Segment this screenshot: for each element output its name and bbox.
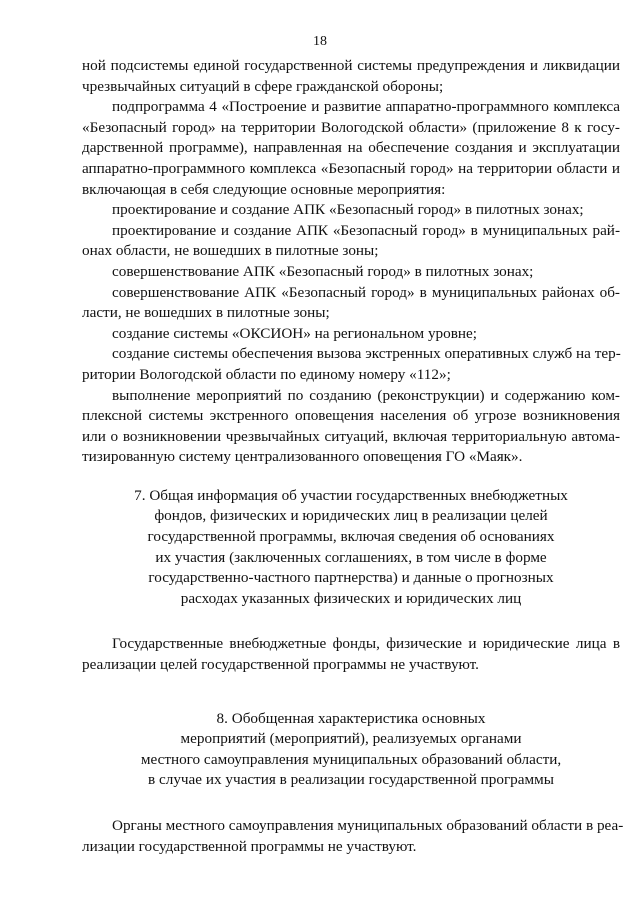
heading-line: фондов, физических и юридических лиц в реализации целей [154,507,548,525]
heading-line: местного самоуправления муниципальных образований области, [140,750,562,768]
section-8-heading [82,709,620,791]
text-line: создание системы обеспечения вызова экстренных оперативных служб на тер- [112,345,621,363]
text-line: Органы местного самоуправления муниципальных образований области в реа- [112,817,624,834]
text-line: плексной системы экстренного оповещения населения об угрозе возникновения [82,407,620,425]
heading-line: государственной программы, включая сведения об основаниях [147,528,555,546]
text-line: ной подсистемы единой государственной системы предупреждения и ликвидации [82,57,620,74]
text-line: или о возникновении чрезвычайных ситуаций, включая территориальную автома- [82,427,620,445]
text-line: лизации государственной программы не участвуют. [82,837,417,855]
text-line: включающая в себя следующие основные мероприятия: [82,180,446,198]
section-7-body [82,634,620,675]
text-line: выполнение мероприятий по созданию (реконструкции) и содержанию ком- [112,386,620,404]
text-line: проектирование и создание АПК «Безопасный город» в муниципальных рай- [112,221,620,239]
heading-line: мероприятий (мероприятий), реализуемых органами [180,730,522,748]
heading-line: расходах указанных физических и юридических лиц [180,589,522,607]
text-line: чрезвычайных ситуаций в сфере гражданской обороны; [82,77,444,95]
section-6-tail [82,56,620,468]
text-line: совершенствование АПК «Безопасный город» в муниципальных районах об- [112,283,620,301]
heading-line: в случае их участия в реализации государственной программы [148,771,554,789]
text-line: реализации целей государственной программы не участвуют. [82,656,479,674]
page-number: 18 [313,34,327,49]
text-line: «Безопасный город» на территории Вологодской области» (приложение 8 к госу- [82,118,620,136]
section-8-body [82,816,624,857]
text-line: тизированную систему централизованного оповещения ГО «Маяк». [82,448,523,466]
text-line: дарственной программе), направленная на обеспечение создания и эксплуатации [82,139,620,157]
text-line: подпрограмма 4 «Построение и развитие аппаратно-программного комплекса [112,98,620,116]
text-line: проектирование и создание АПК «Безопасный город» в пилотных зонах; [112,201,584,219]
section-7-heading [82,486,620,610]
text-line: ласти, не вошедших в пилотные зоны; [82,304,330,322]
text-line: Государственные внебюджетные фонды, физические и юридические лица в [112,635,620,653]
document-body [82,56,624,857]
text-line: аппаратно-программного комплекса «Безопасный город» на территории области и [82,159,620,177]
heading-line: 7. Общая информация об участии государственных внебюджетных [134,486,568,504]
heading-line: государственно-частного партнерства) и данные о прогнозных [148,569,554,587]
heading-line: их участия (заключенных соглашениях, в том числе в форме [155,548,547,566]
text-line: совершенствование АПК «Безопасный город» в пилотных зонах; [112,262,534,280]
text-line: онах области, не вошедших в пилотные зоны; [82,242,379,260]
heading-line: 8. Обобщенная характеристика основных [216,709,486,727]
text-line: ритории Вологодской области по единому номеру «112»; [82,365,451,383]
text-line: создание системы «ОКСИОН» на региональном уровне; [112,324,477,342]
